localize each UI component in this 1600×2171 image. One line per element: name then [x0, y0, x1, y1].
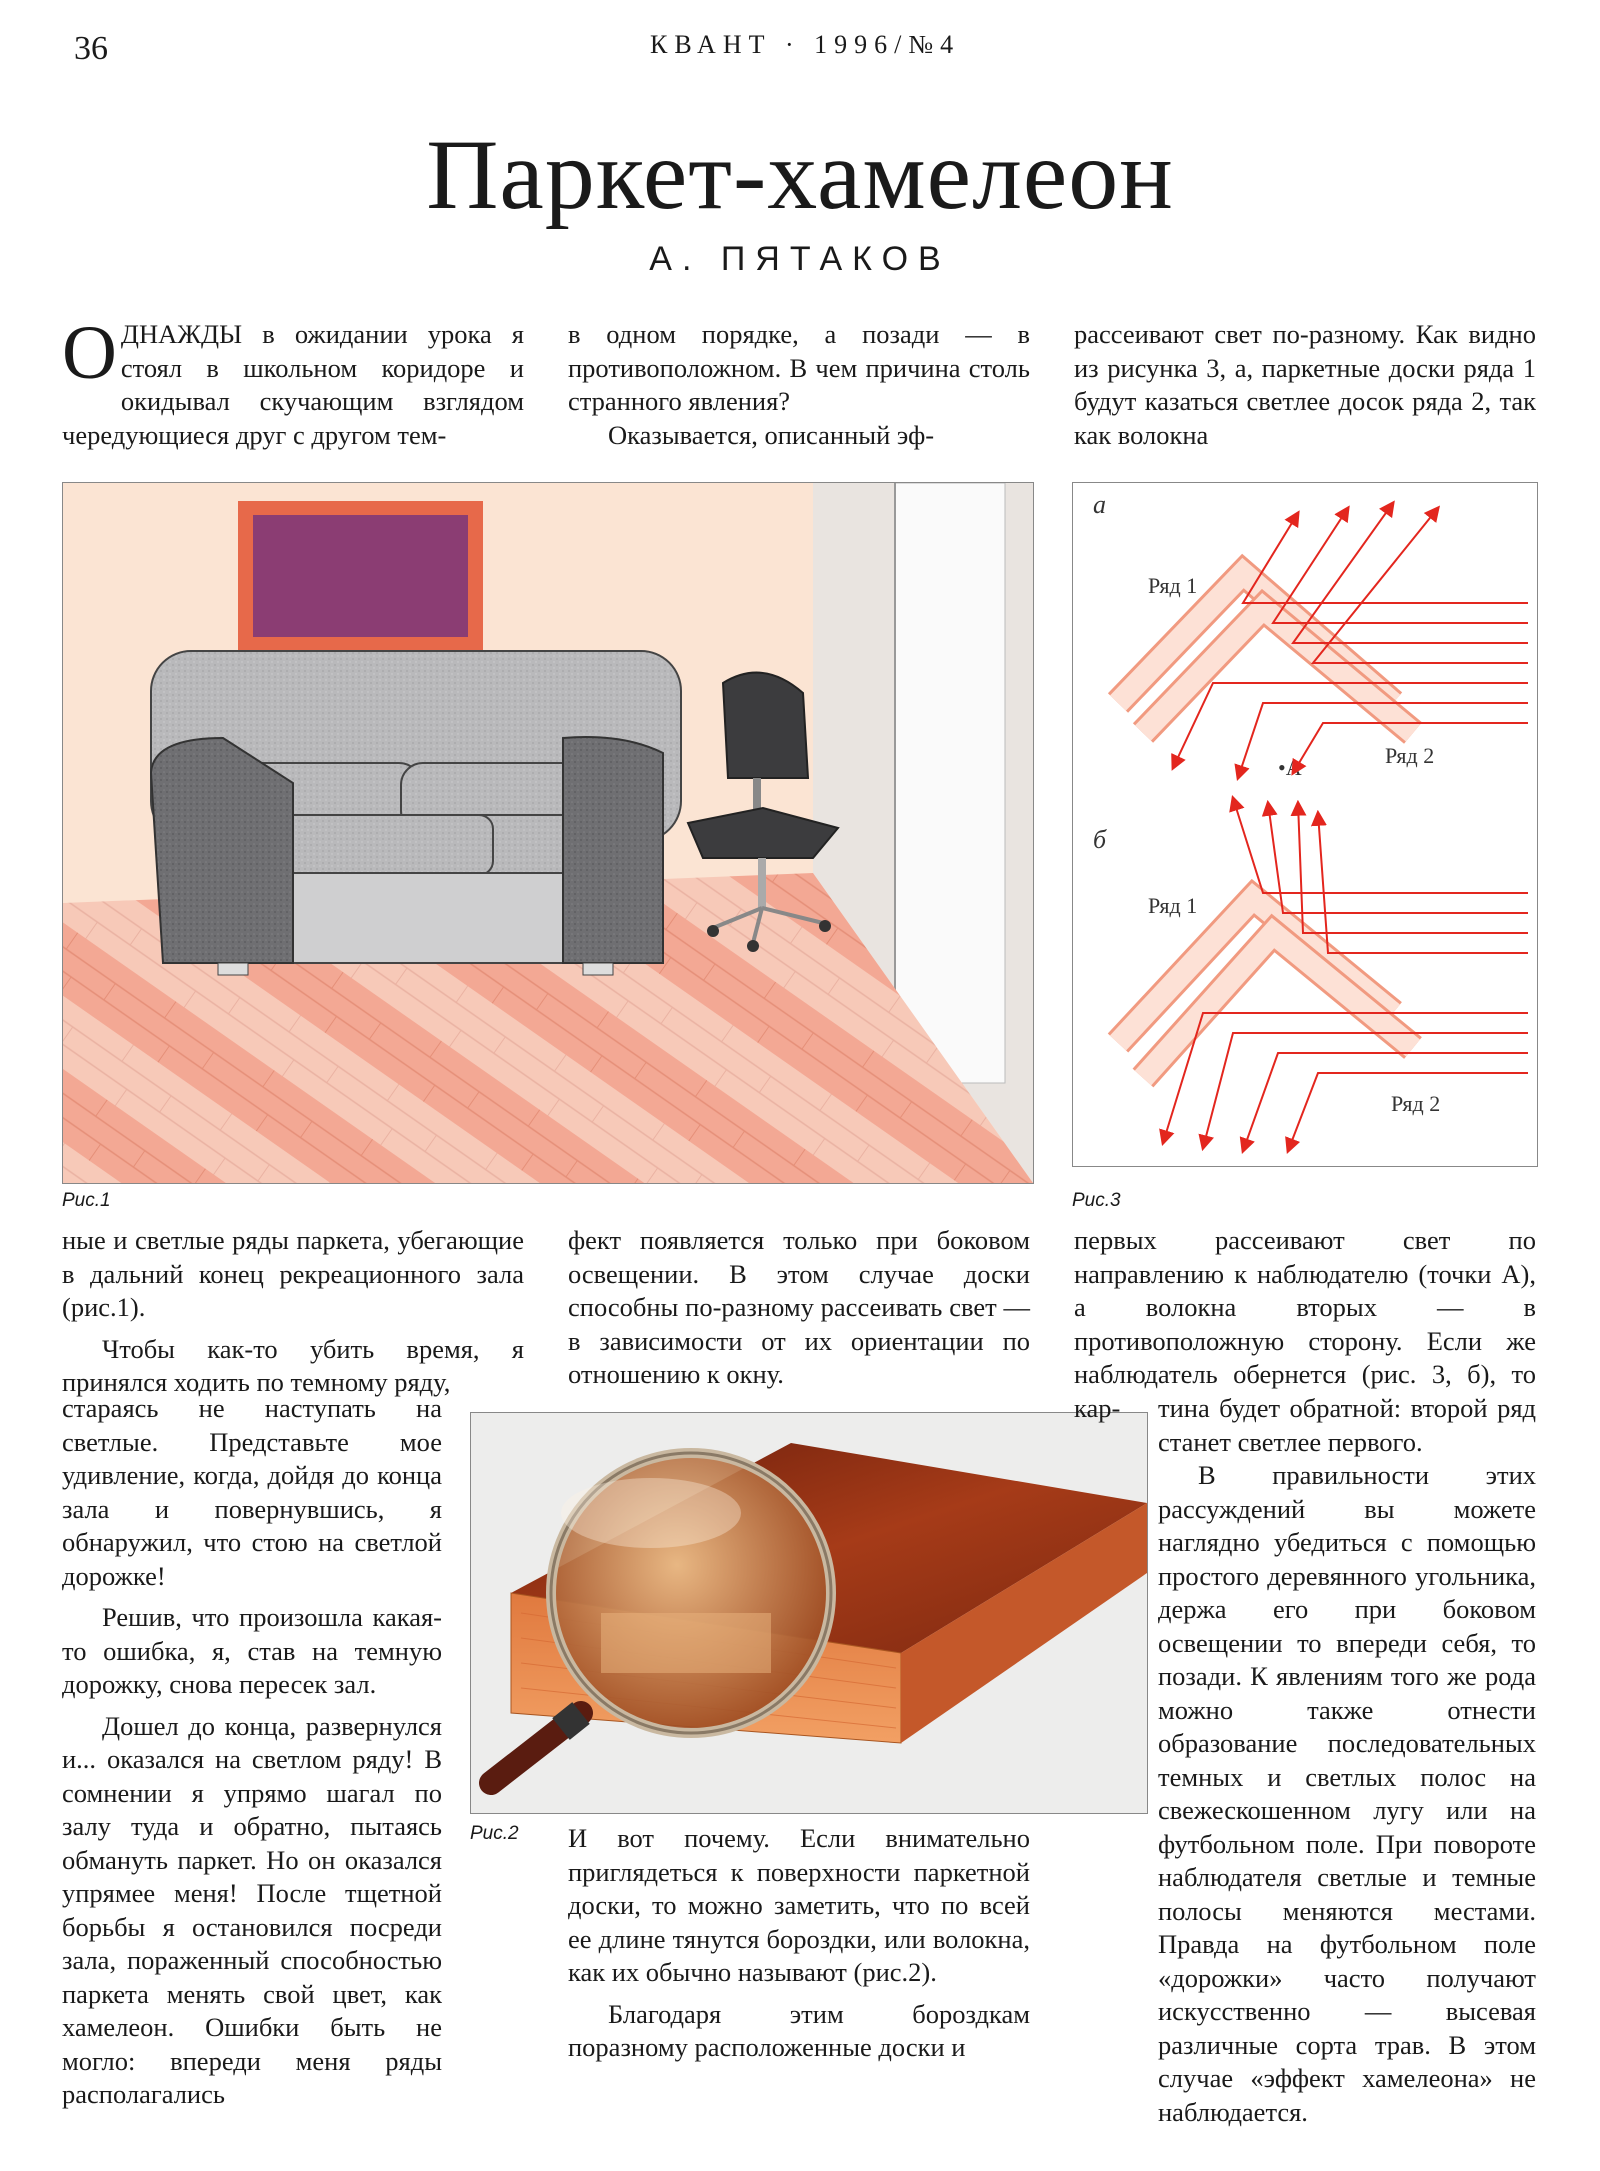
bottom-column-2-bottom: [568, 1822, 1030, 2065]
paragraph: стараясь не наступать на светлые. Представьте мое удивление, когда, дойдя до конца зала и повернувшись, я обнаружил, что стою на светлой дорожке!: [62, 1393, 442, 1591]
fig3-row1-a: Ряд 1: [1148, 573, 1198, 598]
figure-3-diagram: [1072, 482, 1538, 1167]
top-column-2: [568, 318, 1030, 452]
bottom-column-1-narrow: [62, 1392, 442, 2112]
fig3-label-b: б: [1093, 825, 1107, 854]
paragraph: Решив, что произошла какая-то ошибка, я, став на темную дорожку, снова пересек зал.: [62, 1602, 442, 1699]
paragraph: в одном порядке, а позади — в противоположном. В чем причина столь странного явления?: [568, 319, 1030, 416]
fig3-label-a: а: [1093, 490, 1106, 519]
bottom-column-3-narrow: [1158, 1392, 1536, 2129]
paragraph: Оказывается, описанный эф-: [608, 419, 935, 450]
running-head: КВАНТ · 1996/№4: [650, 30, 961, 59]
figure-2-caption: Рис.2: [470, 1823, 519, 1844]
figure-1-caption: Рис.1: [62, 1190, 111, 1211]
paragraph: Дошел до конца, развернулся и... оказался на светлом ряду! В сомнении я упрямо шагал по залу туда и обратно, пытаясь обмануть паркет. Но он оказался упрямее меня! После тщетной борьбы я остановился посреди зала, пораженный способностью паркета менять свой цвет, как хамелеон. Ошибки быть не могло: впереди меня ряды располагались: [62, 1710, 442, 2109]
fig3-point-a: •A: [1278, 755, 1302, 780]
fig3-row2-b: Ряд 2: [1391, 1091, 1441, 1116]
paragraph: ные и светлые ряды паркета, убегающие в дальний конец рекреационного зала (рис.1).: [62, 1225, 524, 1322]
top-column-3: [1074, 318, 1536, 452]
paragraph: первых рассеивают свет по направлению к наблюдателю (точки А), а волокна вторых — в противоположную сторону. Если же наблюдатель обернется (рис. 3, б), то кар-: [1074, 1225, 1536, 1423]
paragraph: фект появляется только при боковом освещении. В этом случае доски способны по-разному рассеивать свет — в зависимости от их ориентации по отношению к окну.: [568, 1225, 1030, 1389]
bottom-column-2-top: [568, 1224, 1030, 1392]
page-number: 36: [74, 30, 108, 67]
top-column-1: [62, 311, 524, 452]
figure-3-caption: Рис.3: [1072, 1190, 1121, 1211]
paragraph: ДНАЖДЫ в ожидании урока я стоял в школьном коридоре и окидывал скучающим взглядом чередующиеся друг с другом тем-: [62, 319, 524, 450]
figure-2-magnifier: [470, 1412, 1148, 1814]
fig3-row1-b: Ряд 1: [1148, 893, 1198, 918]
drop-cap: О: [62, 311, 117, 395]
paragraph: И вот почему. Если внимательно приглядеться к поверхности паркетной доски, то можно заметить, что по всей ее длине тянутся бороздки, или волокна, как их обычно называют (рис.2).: [568, 1823, 1030, 1987]
fig3-row2-a: Ряд 2: [1385, 743, 1435, 768]
paragraph: рассеивают свет по-разному. Как видно из рисунка 3, а, паркетные доски ряда 1 будут казаться светлее досок ряда 2, так как волокна: [1074, 319, 1536, 450]
paragraph: Благодаря этим бороздкам поразному расположенные доски и: [568, 1998, 1030, 2062]
article-title: Паркет-хамелеон: [426, 119, 1174, 230]
figure-1-room: [62, 482, 1034, 1184]
paragraph: В правильности этих рассуждений вы можете наглядно убедиться с помощью простого деревянного угольника, держа его при боковом освещении то впереди себя, то позади. К явлениям того же рода можно также отнести образование последовательных темных и светлых полос на свежескошенном лугу или на футбольном поле. При повороте наблюдателя светлые и темные полосы меняются местами. Правда на футбольном поле «дорожки» часто получают искусственно — высевая различные сорта трав. В этом случае «эффект хамелеона» не наблюдается.: [1158, 1460, 1536, 2127]
bottom-column-1: [62, 1224, 524, 1400]
paragraph: Чтобы как-то убить время, я принялся ходить по темному ряду,: [62, 1333, 524, 1397]
paragraph: тина будет обратной: второй ряд станет светлее первого.: [1158, 1393, 1536, 1457]
article-author: А. ПЯТАКОВ: [649, 240, 951, 278]
